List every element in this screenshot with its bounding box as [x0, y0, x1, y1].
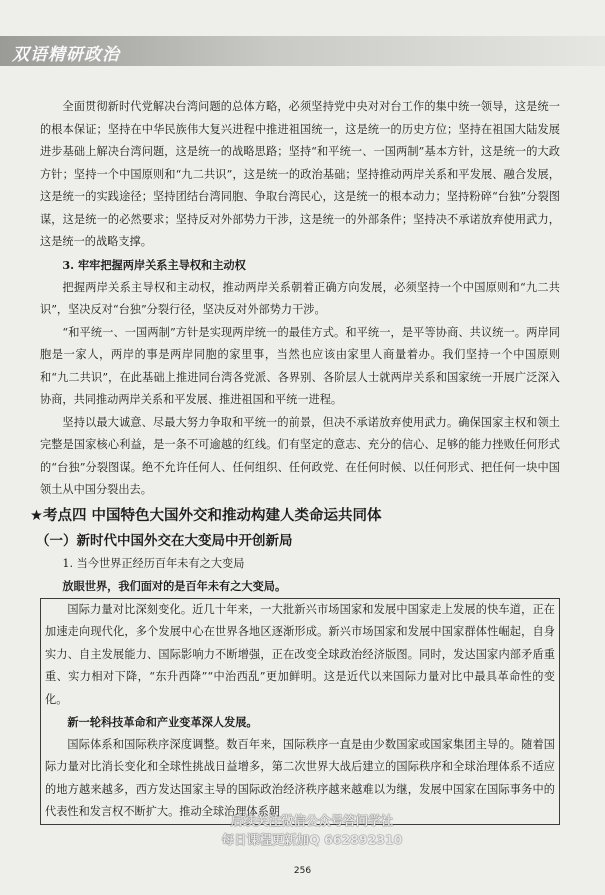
page-header [0, 36, 605, 66]
subsection-heading: （一）新时代中国外交在大变局中开创新局 [36, 532, 293, 549]
boxed-excerpt [40, 598, 560, 825]
paragraph-sovereignty: 坚持以最大诚意、尽最大努力争取和平统一的前景，但决不承诺放弃使用武力。确保国家主权和领土完整是国家核心利益，是一条不可逾越的红线。们有坚定的意志、充分的信心、足够的能力挫败任何形式的“台独”分裂图谋。绝不允许任何人、任何组织、任何政党、在任何时候、以任何形式、把任何一块中国领土从中国分裂出去。 [40, 415, 560, 496]
paragraph-initiative: 把握两岸关系主导权和主动权，推动两岸关系朝着正确方向发展，必须坚持一个中国原则和“九二共识”，坚决反对“台独”分裂行径，坚决反对外部势力干涉。 [40, 280, 560, 316]
watermark-line-1: 后续关注微信公众号答问学社 [230, 813, 394, 828]
paragraph-power-shift: 国际力量对比深刻变化。近几十年来，一大批新兴市场国家和发展中国家走上发展的快车道，正在加速走向现代化，多个发展中心在世界各地区逐渐形成。新兴市场国家和发展中国家群体性崛起，自身实力、自主发展能力、国际影响力不断增强，正在改变全球政治经济版图。同时，发达国家内部矛盾重重、实力相对下降，“东升西降”“中治西乱”更加鲜明。这是近代以来国际力量对比中最具革命性的变化。 [45, 602, 555, 706]
paragraph-taiwan-strategy: 全面贯彻新时代党解决台湾问题的总体方略，必须坚持党中央对对台工作的集中统一领导，这是统一的根本保证；坚持在中华民族伟大复兴进程中推进祖国统一，这是统一的历史方位；坚持在祖国大陆发展进步基础上解决台湾问题，这是统一的战略思路；坚持“和平统一、一国两制”基本方针，这是统一的大政方针；坚持一个中国原则和“九二共识”，这是统一的政治基础；坚持推动两岸关系和平发展、融合发展，这是统一的实践途径；坚持团结台湾同胞、争取台湾民心，这是统一的根本动力；坚持粉碎“台独”分裂图谋，这是统一的必然要求；坚持反对外部势力干涉，这是统一的外部条件；坚持决不承诺放弃使用武力，这是统一的战略支撑。 [40, 100, 560, 248]
watermark-line-2: 每日课程更新加Q 662892310 [221, 832, 403, 847]
watermark [212, 811, 412, 849]
paragraph-international-order: 国际体系和国际秩序深度调整。数百年来，国际秩序一直是由少数国家或国家集团主导的。随着国际力量对比消长变化和全球性挑战日益增多，第二次世界大战后建立的国际秩序和全球治理体系不适应的地方越来越多，西方发达国家主导的国际政治经济秩序越来越难以为继，发展中国家在国际事务中的代表性和发言权不断扩大。推动全球治理体系朝 [45, 737, 555, 818]
book-title: 双语精研政治 [12, 45, 120, 65]
page-number: 256 [293, 866, 312, 876]
item-heading: 1. 当今世界正经历百年未有之大变局 [62, 556, 245, 570]
page-content [30, 96, 560, 825]
paragraph-peaceful-reunification: “和平统一、一国两制”方针是实现两岸统一的最佳方式。和平统一，是平等协商、共议统一。两岸同胞是一家人，两岸的事是两岸同胞的家里事，当然也应该由家里人商量着办。我们坚持一个中国原则和“九二共识”，在此基础上推进同台湾各党派、各界别、各阶层人士就两岸关系和国家统一开展广泛深入协商，共同推动两岸关系和平发展、推进祖国和平统一进程。 [40, 325, 560, 406]
subheading-cross-strait-initiative: 3. 牢牢把握两岸关系主导权和主动权 [62, 257, 246, 272]
item-lead: 放眼世界，我们面对的是百年未有之大变局。 [62, 579, 287, 593]
paragraph-tech-revolution: 新一轮科技革命和产业变革深人发展。 [67, 715, 258, 729]
section-heading: ★考点四 中国特色大国外交和推动构建人类命运共同体 [30, 507, 382, 524]
